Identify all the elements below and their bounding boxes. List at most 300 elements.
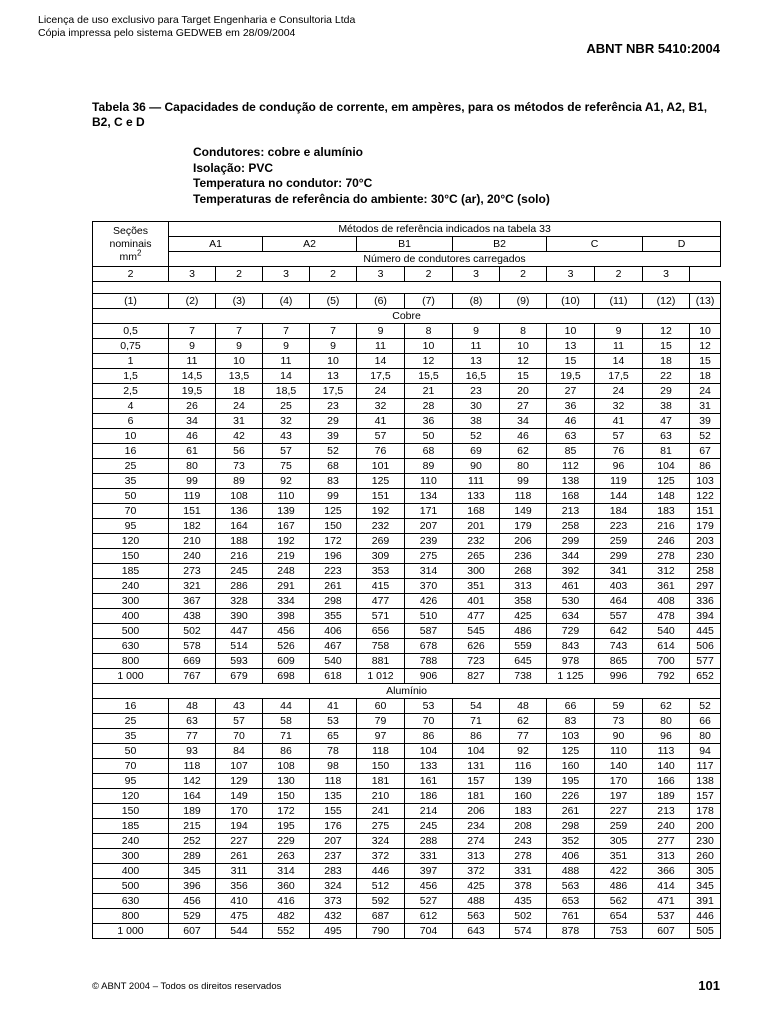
table-cell: 471: [643, 894, 690, 909]
table-cell: 9: [310, 339, 357, 354]
table-cell: 15: [643, 339, 690, 354]
table-cell: 687: [357, 909, 405, 924]
table-cell: 9: [357, 324, 405, 339]
table-cell: 166: [643, 774, 690, 789]
table-cell: 300: [453, 564, 500, 579]
table-cell: 630: [93, 639, 169, 654]
table-cell: 203: [690, 534, 721, 549]
table-cell: 298: [547, 819, 595, 834]
table-cell: 210: [357, 789, 405, 804]
table-cell: 39: [310, 429, 357, 444]
method-b1: B1: [357, 237, 453, 252]
table-cell: 27: [547, 384, 595, 399]
table-cell: 336: [690, 594, 721, 609]
table-cell: 149: [500, 504, 547, 519]
table-cell: 116: [500, 759, 547, 774]
table-cell: 46: [547, 414, 595, 429]
table-cell: 313: [643, 849, 690, 864]
table-cell: 234: [453, 819, 500, 834]
table-cell: 396: [169, 879, 216, 894]
table-cell: 53: [405, 699, 453, 714]
table-row: [93, 324, 721, 339]
table-cell: 482: [263, 909, 310, 924]
table-cell: 408: [643, 594, 690, 609]
table-cell: 475: [216, 909, 263, 924]
spec-insulation: Isolação: PVC: [193, 160, 274, 175]
section-label-line-2: nominais: [109, 237, 152, 250]
table-row: [93, 879, 721, 894]
table-cell: 206: [453, 804, 500, 819]
table-cell: 92: [500, 744, 547, 759]
table-cell: 227: [595, 804, 643, 819]
table-cell: 207: [405, 519, 453, 534]
table-cell: 274: [453, 834, 500, 849]
table-cell: 189: [169, 804, 216, 819]
table-cell: 201: [453, 519, 500, 534]
table-cell: 118: [310, 774, 357, 789]
table-cell: 9: [169, 339, 216, 354]
table-cell: 15,5: [405, 369, 453, 384]
table-cell: 73: [216, 459, 263, 474]
table-cell: 52: [310, 444, 357, 459]
table-cell: 704: [405, 924, 453, 939]
table-cell: 275: [405, 549, 453, 564]
table-cell: 461: [547, 579, 595, 594]
table-cell: 11: [595, 339, 643, 354]
table-cell: 843: [547, 639, 595, 654]
table-cell: 181: [453, 789, 500, 804]
blank-separator: [93, 282, 721, 294]
table-cell: 136: [216, 504, 263, 519]
table-cell: 612: [405, 909, 453, 924]
table-cell: 223: [595, 519, 643, 534]
table-cell: 150: [263, 789, 310, 804]
table-cell: 355: [310, 609, 357, 624]
table-cell: 230: [690, 834, 721, 849]
table-cell: 400: [93, 609, 169, 624]
section-label-line-1: Seções: [112, 224, 149, 237]
table-cell: 10: [216, 354, 263, 369]
table-row: [93, 894, 721, 909]
table-cell: 394: [690, 609, 721, 624]
table-cell: 360: [263, 879, 310, 894]
table-cell: 164: [169, 789, 216, 804]
methods-title-cell: Métodos de referência indicados na tabela 33: [169, 222, 721, 237]
table-cell: 642: [595, 624, 643, 639]
table-cell: 206: [500, 534, 547, 549]
copper-title-row-cell: Cobre: [93, 309, 721, 324]
table-cell: 90: [453, 459, 500, 474]
table-cell: 456: [169, 894, 216, 909]
table-cell: 367: [169, 594, 216, 609]
table-cell: 0,5: [93, 324, 169, 339]
table-cell: 31: [690, 399, 721, 414]
table-cell: 277: [643, 834, 690, 849]
table-cell: 14: [595, 354, 643, 369]
table-cell: 514: [216, 639, 263, 654]
table-cell: 161: [405, 774, 453, 789]
table-cell: 104: [405, 744, 453, 759]
table-cell: 50: [93, 489, 169, 504]
table-cell: 183: [500, 804, 547, 819]
table-cell: 184: [595, 504, 643, 519]
loaded-count-cell: 2: [216, 267, 263, 282]
table-cell: 243: [500, 834, 547, 849]
table-row: [93, 639, 721, 654]
table-cell: 200: [690, 819, 721, 834]
table-cell: 486: [500, 624, 547, 639]
table-cell: 151: [169, 504, 216, 519]
table-cell: 261: [547, 804, 595, 819]
table-cell: 86: [405, 729, 453, 744]
table-cell: 70: [93, 759, 169, 774]
table-cell: (6): [357, 294, 405, 309]
header-row-method-names: [93, 237, 721, 252]
table-cell: 426: [405, 594, 453, 609]
spec-conductors: Condutores: cobre e alumínio: [193, 145, 364, 159]
table-cell: 353: [357, 564, 405, 579]
table-cell: 31: [216, 414, 263, 429]
table-cell: 120: [93, 534, 169, 549]
table-cell: 70: [216, 729, 263, 744]
table-cell: 83: [547, 714, 595, 729]
table-cell: (4): [263, 294, 310, 309]
table-cell: 7: [216, 324, 263, 339]
section-label-unit: mm: [119, 250, 138, 263]
table-cell: 66: [547, 699, 595, 714]
table-cell: 540: [643, 624, 690, 639]
method-d: D: [643, 237, 721, 252]
table-cell: 30: [453, 399, 500, 414]
table-cell: 416: [263, 894, 310, 909]
table-cell: 108: [263, 759, 310, 774]
table-cell: 240: [93, 834, 169, 849]
table-cell: 14: [357, 354, 405, 369]
table-cell: 800: [93, 654, 169, 669]
loaded-conductors-title: Número de condutores carregados: [169, 252, 721, 267]
table-cell: 149: [216, 789, 263, 804]
table-row: [93, 729, 721, 744]
table-cell: 11: [453, 339, 500, 354]
table-cell: 195: [547, 774, 595, 789]
table-cell: 286: [216, 579, 263, 594]
table-cell: 545: [453, 624, 500, 639]
table-cell: 345: [690, 879, 721, 894]
table-cell: 80: [500, 459, 547, 474]
table-cell: 144: [595, 489, 643, 504]
table-cell: 196: [310, 549, 357, 564]
table-cell: (1): [93, 294, 169, 309]
table-row: [93, 669, 721, 684]
table-cell: 97: [357, 729, 405, 744]
table-cell: 314: [263, 864, 310, 879]
table-cell: 63: [169, 714, 216, 729]
table-cell: 219: [263, 549, 310, 564]
table-cell: 103: [690, 474, 721, 489]
table-row: [93, 519, 721, 534]
table-cell: 232: [357, 519, 405, 534]
table-cell: 92: [263, 474, 310, 489]
table-cell: 391: [690, 894, 721, 909]
table-cell: 1,5: [93, 369, 169, 384]
table-cell: 68: [405, 444, 453, 459]
table-cell: 157: [690, 789, 721, 804]
table-cell: 48: [169, 699, 216, 714]
table-cell: 607: [169, 924, 216, 939]
table-cell: 179: [690, 519, 721, 534]
table-cell: 334: [263, 594, 310, 609]
table-row: [93, 354, 721, 369]
table-cell: 77: [169, 729, 216, 744]
table-cell: 195: [263, 819, 310, 834]
table-cell: 392: [547, 564, 595, 579]
table-cell: 98: [310, 759, 357, 774]
table-cell: 13: [310, 369, 357, 384]
table-cell: 16: [93, 699, 169, 714]
table-cell: 35: [93, 729, 169, 744]
table-cell: 425: [453, 879, 500, 894]
table-cell: 22: [643, 369, 690, 384]
table-cell: 540: [310, 654, 357, 669]
table-cell: 139: [263, 504, 310, 519]
method-a1: A1: [169, 237, 263, 252]
table-row: [93, 564, 721, 579]
table-cell: 414: [643, 879, 690, 894]
table-cell: 505: [690, 924, 721, 939]
table-cell: 78: [310, 744, 357, 759]
table-cell: 16: [93, 444, 169, 459]
table-cell: 71: [263, 729, 310, 744]
table-cell: 607: [643, 924, 690, 939]
table-cell: 117: [690, 759, 721, 774]
table-cell: 95: [93, 774, 169, 789]
table-cell: 700: [643, 654, 690, 669]
loaded-count-cell: 2: [500, 267, 547, 282]
table-cell: 15: [500, 369, 547, 384]
table-cell: (10): [547, 294, 595, 309]
table-cell: 273: [169, 564, 216, 579]
table-cell: 216: [643, 519, 690, 534]
table-cell: 311: [216, 864, 263, 879]
table-cell: 93: [169, 744, 216, 759]
table-cell: 39: [690, 414, 721, 429]
table-cell: 241: [357, 804, 405, 819]
table-cell: 373: [310, 894, 357, 909]
loaded-count-cell: 2: [310, 267, 357, 282]
aluminum-title-row: [93, 684, 721, 699]
table-cell: 268: [500, 564, 547, 579]
table-cell: 70: [93, 504, 169, 519]
table-cell: 11: [263, 354, 310, 369]
table-cell: 10: [690, 324, 721, 339]
table-cell: 324: [357, 834, 405, 849]
table-cell: 167: [263, 519, 310, 534]
table-cell: 269: [357, 534, 405, 549]
table-cell: 321: [169, 579, 216, 594]
table-cell: 41: [595, 414, 643, 429]
table-cell: 182: [169, 519, 216, 534]
table-cell: 29: [310, 414, 357, 429]
table-cell: 372: [453, 864, 500, 879]
table-cell: 9: [595, 324, 643, 339]
table-row: [93, 399, 721, 414]
table-cell: 75: [263, 459, 310, 474]
spec-conductor-temperature: Temperatura no condutor: 70°C: [193, 176, 373, 190]
table-cell: 456: [405, 879, 453, 894]
table-cell: 80: [169, 459, 216, 474]
table-cell: 172: [263, 804, 310, 819]
loaded-count-cell: 2: [405, 267, 453, 282]
table-cell: 9: [453, 324, 500, 339]
table-cell: 978: [547, 654, 595, 669]
table-row: [93, 909, 721, 924]
table-row: [93, 459, 721, 474]
table-cell: 246: [643, 534, 690, 549]
table-cell: 626: [453, 639, 500, 654]
table-cell: 232: [453, 534, 500, 549]
table-cell: 240: [93, 579, 169, 594]
table-cell: 186: [405, 789, 453, 804]
table-cell: 25: [93, 459, 169, 474]
table-cell: 609: [263, 654, 310, 669]
table-cell: 400: [93, 864, 169, 879]
table-cell: (3): [216, 294, 263, 309]
table-cell: 139: [500, 774, 547, 789]
table-cell: 313: [500, 579, 547, 594]
table-cell: 761: [547, 909, 595, 924]
table-cell: 245: [216, 564, 263, 579]
loaded-count-cell: 3: [643, 267, 690, 282]
table-cell: 438: [169, 609, 216, 624]
table-cell: 65: [310, 729, 357, 744]
table-cell: 300: [93, 594, 169, 609]
table-cell: (8): [453, 294, 500, 309]
table-cell: 71: [453, 714, 500, 729]
table-cell: 10: [500, 339, 547, 354]
table-cell: 827: [453, 669, 500, 684]
section-header-cell: [93, 222, 169, 267]
table-cell: 500: [93, 624, 169, 639]
table-cell: 130: [263, 774, 310, 789]
table-cell: 456: [263, 624, 310, 639]
table-cell: 96: [595, 459, 643, 474]
table-cell: 537: [643, 909, 690, 924]
table-cell: 34: [169, 414, 216, 429]
table-row: [93, 699, 721, 714]
table-cell: 502: [169, 624, 216, 639]
table-cell: 150: [93, 804, 169, 819]
table-row: [93, 594, 721, 609]
table-cell: 344: [547, 549, 595, 564]
table-cell: 300: [93, 849, 169, 864]
table-cell: 252: [169, 834, 216, 849]
table-cell: 403: [595, 579, 643, 594]
table-cell: 214: [405, 804, 453, 819]
license-notice: [38, 14, 355, 40]
table-cell: 9: [216, 339, 263, 354]
table-cell: 245: [405, 819, 453, 834]
table-cell: 215: [169, 819, 216, 834]
table-cell: 181: [357, 774, 405, 789]
table-cell: 366: [643, 864, 690, 879]
table-cell: 80: [690, 729, 721, 744]
table-cell: 118: [357, 744, 405, 759]
table-cell: 62: [643, 699, 690, 714]
table-caption: Tabela 36 — Capacidades de condução de corrente, em ampères, para os métodos de referência A1, A2, B1, B2, C e D: [92, 100, 708, 129]
table-cell: 53: [310, 714, 357, 729]
table-cell: 119: [595, 474, 643, 489]
table-row: [93, 864, 721, 879]
table-cell: 27: [500, 399, 547, 414]
table-cell: 12: [690, 339, 721, 354]
table-cell: 790: [357, 924, 405, 939]
table-cell: (2): [169, 294, 216, 309]
table-cell: 24: [216, 399, 263, 414]
table-cell: 138: [690, 774, 721, 789]
table-cell: 62: [500, 444, 547, 459]
table-cell: 81: [643, 444, 690, 459]
table-cell: 133: [453, 489, 500, 504]
table-cell: 189: [643, 789, 690, 804]
table-row: [93, 474, 721, 489]
table-cell: 345: [169, 864, 216, 879]
table-cell: 15: [547, 354, 595, 369]
table-cell: 324: [310, 879, 357, 894]
table-cell: 171: [405, 504, 453, 519]
table-cell: 8: [405, 324, 453, 339]
table-cell: 50: [405, 429, 453, 444]
table-cell: 68: [310, 459, 357, 474]
table-cell: 112: [547, 459, 595, 474]
table-cell: 230: [690, 549, 721, 564]
table-cell: 17,5: [595, 369, 643, 384]
table-row: [93, 714, 721, 729]
table-row: [93, 624, 721, 639]
table-cell: 170: [216, 804, 263, 819]
table-cell: 495: [310, 924, 357, 939]
table-cell: 118: [500, 489, 547, 504]
table-cell: 207: [310, 834, 357, 849]
table-cell: 410: [216, 894, 263, 909]
table-cell: 76: [595, 444, 643, 459]
table-cell: 478: [643, 609, 690, 624]
table-cell: 397: [405, 864, 453, 879]
table-cell: 48: [500, 699, 547, 714]
table-cell: 84: [216, 744, 263, 759]
table-cell: 7: [263, 324, 310, 339]
table-cell: (11): [595, 294, 643, 309]
table-cell: 20: [500, 384, 547, 399]
table-cell: 164: [216, 519, 263, 534]
loaded-count-cell: 3: [453, 267, 500, 282]
table-cell: 390: [216, 609, 263, 624]
table-cell: 150: [357, 759, 405, 774]
table-cell: 313: [453, 849, 500, 864]
table-cell: 8: [500, 324, 547, 339]
method-c: C: [547, 237, 643, 252]
table-cell: 80: [643, 714, 690, 729]
table-cell: 263: [263, 849, 310, 864]
table-cell: 25: [263, 399, 310, 414]
table-cell: 138: [547, 474, 595, 489]
table-cell: 47: [643, 414, 690, 429]
table-cell: 753: [595, 924, 643, 939]
table-cell: 643: [453, 924, 500, 939]
table-cell: 526: [263, 639, 310, 654]
table-cell: 288: [405, 834, 453, 849]
table-cell: 432: [310, 909, 357, 924]
table-cell: 148: [643, 489, 690, 504]
